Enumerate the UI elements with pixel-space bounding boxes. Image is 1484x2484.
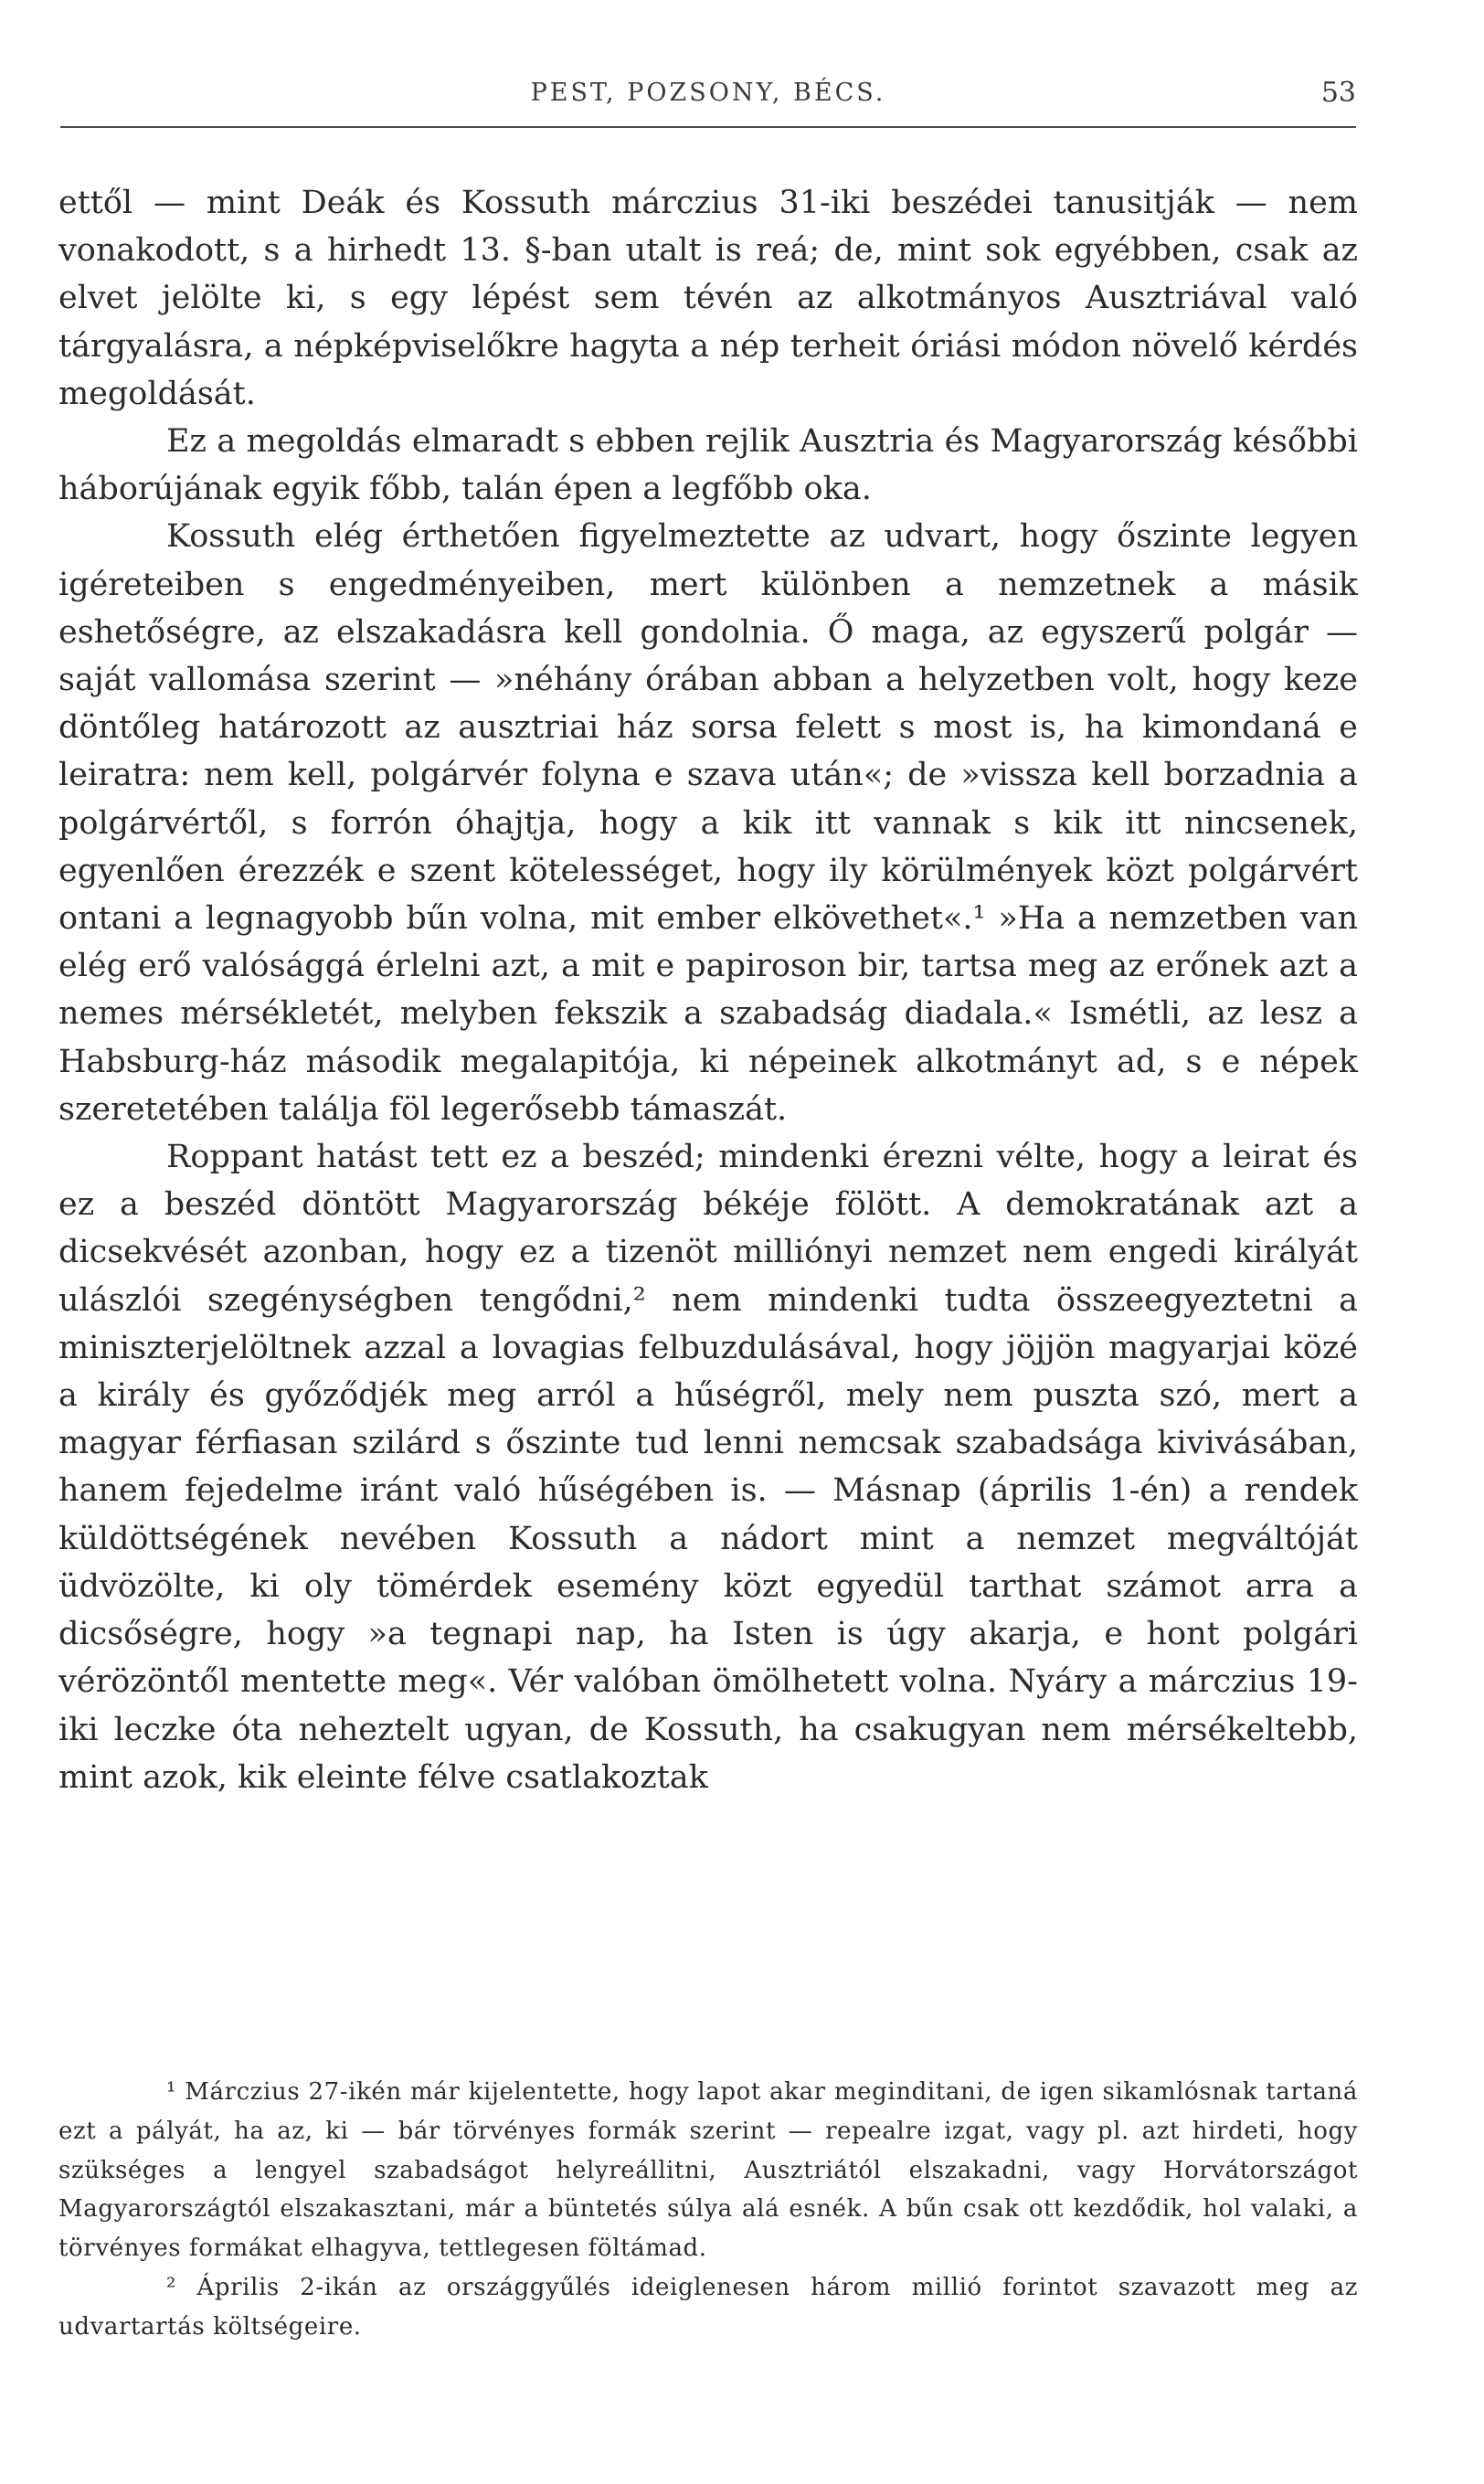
paragraph: Ez a megoldás elmaradt s ebben rejlik Ausztria és Magyarország későbbi háborújának egyik főbb, talán épen a legfőbb oka. bbox=[58, 423, 1358, 508]
paragraph: Kossuth elég érthetően figyelmeztette az udvart, hogy őszinte legyen igéreteiben s engedményeiben, mert különben a nemzetnek a másik eshetőségre, az elszakadásra kell gondolnia. Ő maga, az egyszerű polgár — saját vallomása szerint — »néhány órában abban a helyzetben volt, hogy keze döntőleg határozott az ausztriai ház sorsa felett s most is, ha kimondaná e leiratra: nem kell, polgárvér folyna e szava után«; de »vissza kell borzadnia a polgárvértől, s forrón óhajtja, hogy a kik itt vannak s kik itt nincsenek, egyenlően érezzék e szent kötelességet, hogy ily körülmények közt polgárvért ontani a legnagyobb bűn volna, mit ember elkövethet«.¹ »Ha a nemzetben van elég erő valósággá érlelni azt, a mit e papiroson bir, tartsa meg az erőnek azt a nemes mérsékletét, melyben fekszik a szabadság diadala.« Ismétli, az lesz a Habsburg-ház második megalapitója, ki népeinek alkotmányt ad, s e népek szeretetében találja föl legerősebb támaszát. bbox=[58, 518, 1358, 1128]
page-header bbox=[60, 75, 1356, 128]
footnote: ² Április 2-ikán az országgyűlés ideiglenesen három millió forintot szavazott meg az udvartartás költségeire. bbox=[58, 2273, 1358, 2341]
footnotes bbox=[58, 2073, 1358, 2347]
footnote: ¹ Márczius 27-ikén már kijelentette, hogy lapot akar meginditani, de igen sikamlósnak tartaná ezt a pályát, ha az, ki — bár törvényes formák szerint — repealre izgat, vagy pl. azt hirdeti, hogy szükséges a lengyel szabadságot helyreállitni, Ausztriától elszakadni, vagy Horvátországot Magyarországtól elszakasztani, már a büntetés súlya alá esnék. A bűn csak ott kezdődik, hol valaki, a törvényes formákat elhagyva, tettlegesen föltámad. bbox=[58, 2078, 1358, 2263]
page-number: 53 bbox=[1320, 77, 1356, 109]
paragraph: Roppant hatást tett ez a beszéd; mindenki érezni vélte, hogy a leirat és ez a beszéd döntött Magyarország békéje fölött. A demokratának azt a dicsekvését azonban, hogy ez a tizenöt milliónyi nemzet nem engedi királyát ulászlói szegénységben tengődni,² nem mindenki tudta összeegyeztetni a miniszterjelöltnek azzal a lovagias felbuzdulásával, hogy jöjjön magyarjai közé a király és győződjék meg arról a hűségről, mely nem puszta szó, mert a magyar férfiasan szilárd s őszinte tud lenni nemcsak szabadsága kivivásában, hanem fejedelme iránt való hűségében is. — Másnap (április 1-én) a rendek küldöttségének nevében Kossuth a nádort mint a nemzet megváltóját üdvözölte, ki oly tömérdek esemény közt egyedül tarthat számot arra a dicsőségre, hogy »a tegnapi nap, ha Isten is úgy akarja, e hont polgári vérözöntől mentette meg«. Vér valóban ömölhetett volna. Nyáry a márczius 19-iki leczke óta neheztelt ugyan, de Kossuth, ha csakugyan nem mérsékeltebb, mint azok, kik eleinte félve csatlakoztak bbox=[58, 1139, 1358, 1796]
running-title: PEST, POZSONY, BÉCS. bbox=[530, 79, 886, 107]
main-text bbox=[58, 179, 1358, 1801]
paragraph: ettől — mint Deák és Kossuth márczius 31-iki beszédei tanusitják — nem vonakodott, s a hirhedt 13. §-ban utalt is reá; de, mint sok egyébben, csak az elvet jelölte ki, s egy lépést sem tévén az alkotmányos Ausztriával való tárgyalásra, a népképviselőkre hagyta a nép terheit óriási módon növelő kérdés megoldását. bbox=[58, 185, 1358, 412]
